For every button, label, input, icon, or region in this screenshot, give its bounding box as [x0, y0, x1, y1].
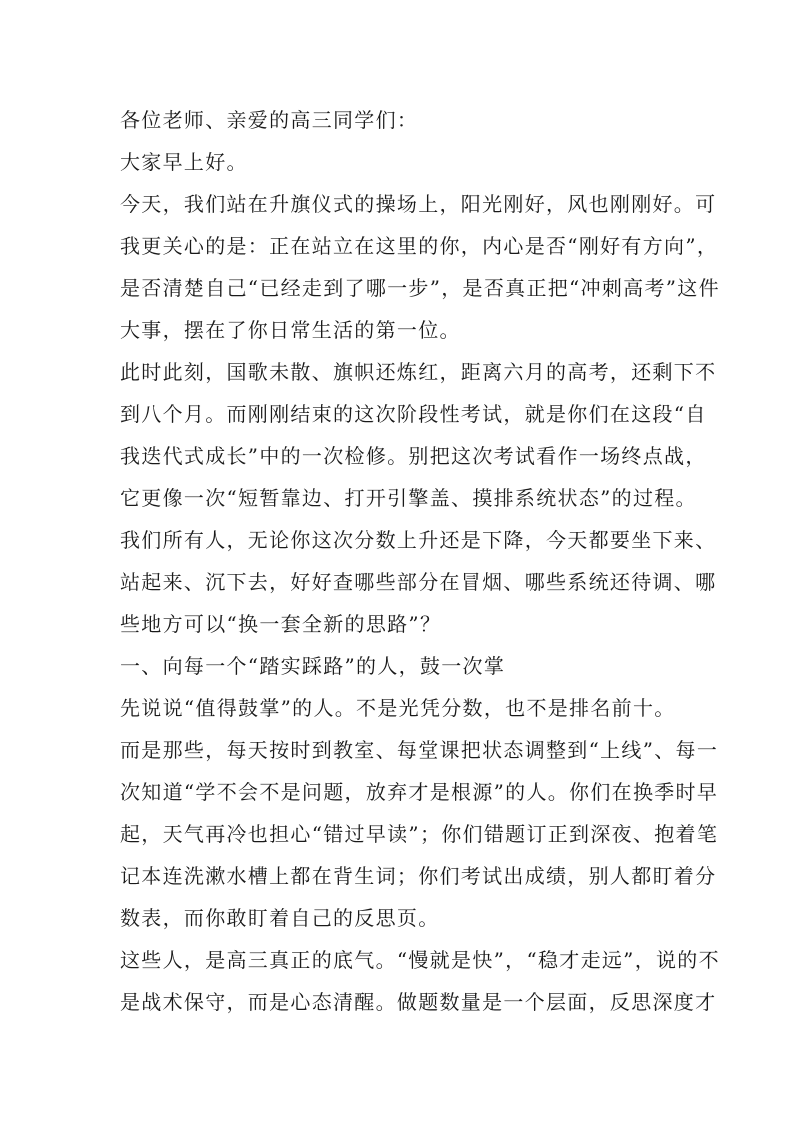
text-line: 到八个月。而刚刚结束的这次阶段性考试，就是你们在这段“自	[120, 402, 707, 426]
text-line: 数表，而你敢盯着自己的反思页。	[120, 906, 440, 930]
speech-document	[120, 99, 720, 1023]
text-line: 大事，摆在了你日常生活的第一位。	[120, 318, 461, 342]
text-line: 我迭代式成长”中的一次检修。别把这次考试看作一场终点战，	[120, 444, 707, 468]
text-line: 是否清楚自己“已经走到了哪一步”，是否真正把“冲刺高考”这件	[120, 276, 720, 300]
text-line: 此时此刻，国歌未散、旗帜还炼红，距离六月的高考，还剩下不	[120, 360, 717, 384]
text-line: 次知道“学不会不是问题，放弃才是根源”的人。你们在换季时早	[120, 780, 719, 804]
text-line: 站起来、沉下去，好好查哪些部分在冒烟、哪些系统还待调、哪	[120, 570, 717, 594]
text-line: 今天，我们站在升旗仪式的操场上，阳光刚好，风也刚刚好。可	[120, 192, 717, 216]
text-line: 些地方可以“换一套全新的思路”？	[120, 612, 442, 636]
section-heading: 一、向每一个“踏实踩路”的人，鼓一次掌	[120, 654, 506, 678]
greeting: 大家早上好。	[120, 150, 248, 174]
text-line: 是战术保守，而是心态清醒。做题数量是一个层面，反思深度才	[120, 990, 717, 1014]
text-line: 而是那些，每天按时到教室、每堂课把状态调整到“上线”、每一	[120, 738, 719, 762]
text-line: 它更像一次“短暂靠边、打开引擎盖、摸排系统状态”的过程。	[120, 486, 697, 510]
text-line: 起，天气再冷也担心“错过早读”；你们错题订正到深夜、抱着笔	[120, 822, 719, 846]
text-line: 先说说“值得鼓掌”的人。不是光凭分数，也不是排名前十。	[120, 696, 676, 720]
salutation: 各位老师、亲爱的高三同学们：	[120, 108, 419, 132]
text-line: 我更关心的是：正在站立在这里的你，内心是否“刚好有方向”，	[120, 234, 719, 258]
text-line: 这些人，是高三真正的底气。“慢就是快”，“稳才走远”，说的不	[120, 948, 720, 972]
text-line: 记本连洗漱水槽上都在背生词；你们考试出成绩，别人都盯着分	[120, 864, 717, 888]
text-line: 我们所有人，无论你这次分数上升还是下降，今天都要坐下来、	[120, 528, 717, 552]
